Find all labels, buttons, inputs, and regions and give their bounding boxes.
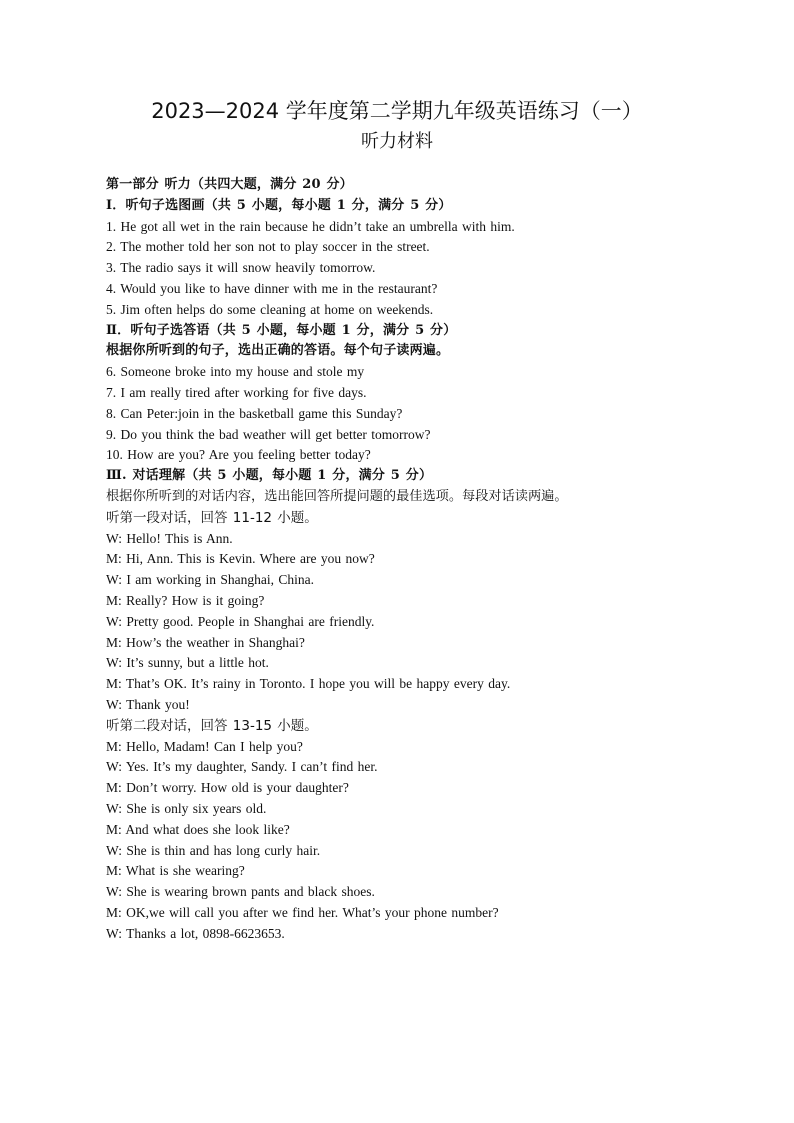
dialogue-line: W: Pretty good. People in Shanghai are friendly. — [106, 613, 375, 629]
dialogue-line: W: Hello! This is Ann. — [106, 530, 233, 546]
section-2-heading: Ⅱ．听句子选答语（共 5 小题，每小题 1 分，满分 5 分） — [106, 322, 457, 338]
sentence-1: 1. He got all wet in the rain because he didn’t take an umbrella with him. — [106, 218, 515, 234]
sentence-2: 2. The mother told her son not to play soccer in the street. — [106, 239, 430, 255]
dialogue-line: W: Thanks a lot, 0898-6623653. — [106, 925, 285, 941]
section-3-instruction: 根据你所听到的对话内容，选出能回答所提问题的最佳选项。每段对话读两遍。 — [106, 488, 568, 504]
dialogue-1-heading: 听第一段对话，回答 11-12 小题。 — [106, 509, 318, 526]
listening-script — [106, 175, 766, 944]
dialogue-line: W: It’s sunny, but a little hot. — [106, 655, 269, 671]
dialogue-line: W: Thank you! — [106, 696, 190, 712]
part-heading: 第一部分 听力（共四大题，满分 20 分） — [106, 177, 353, 192]
dialogue-line: W: She is wearing brown pants and black shoes. — [106, 884, 375, 900]
dialogue-line: M: OK,we will call you after we find her. What’s your phone number? — [106, 904, 499, 920]
sentence-4: 4. Would you like to have dinner with me in the restaurant? — [106, 280, 438, 296]
dialogue-line: W: Yes. It’s my daughter, Sandy. I can’t find her. — [106, 759, 378, 775]
sentence-5: 5. Jim often helps do some cleaning at home on weekends. — [106, 301, 434, 317]
dialogue-line: M: How’s the weather in Shanghai? — [106, 634, 305, 650]
dialogue-line: M: Really? How is it going? — [106, 592, 265, 608]
sentence-8: 8. Can Peter:join in the basketball game this Sunday? — [106, 405, 403, 421]
section-1-heading: Ⅰ．听句子选图画（共 5 小题，每小题 1 分，满分 5 分） — [106, 197, 452, 213]
dialogue-line: W: She is thin and has long curly hair. — [106, 842, 321, 858]
section-2-instruction: 根据你所听到的句子，选出正确的答语。每个句子读两遍。 — [106, 343, 450, 359]
page-subtitle: 听力材料 — [361, 131, 433, 152]
dialogue-line: M: Hello, Madam! Can I help you? — [106, 738, 303, 754]
dialogue-line: M: That’s OK. It’s rainy in Toronto. I hope you will be happy every day. — [106, 676, 511, 692]
dialogue-line: M: Don’t worry. How old is your daughter? — [106, 780, 349, 796]
dialogue-line: W: I am working in Shanghai, China. — [106, 572, 314, 588]
dialogue-line: W: She is only six years old. — [106, 800, 267, 816]
sentence-7: 7. I am really tired after working for five days. — [106, 384, 367, 400]
page-title: 2023—2024 学年度第二学期九年级英语练习（一） — [151, 99, 643, 123]
dialogue-line: M: And what does she look like? — [106, 821, 290, 837]
sentence-6: 6. Someone broke into my house and stole my — [106, 364, 365, 380]
sentence-3: 3. The radio says it will snow heavily tomorrow. — [106, 260, 376, 276]
section-3-heading: Ⅲ. 对话理解（共 5 小题，每小题 1 分，满分 5 分） — [106, 468, 433, 484]
dialogue-line: M: Hi, Ann. This is Kevin. Where are you now? — [106, 551, 375, 567]
sentence-10: 10. How are you? Are you feeling better today? — [106, 447, 371, 463]
sentence-9: 9. Do you think the bad weather will get better tomorrow? — [106, 426, 431, 442]
dialogue-2-heading: 听第二段对话，回答 13-15 小题。 — [106, 717, 318, 734]
dialogue-line: M: What is she wearing? — [106, 863, 245, 879]
